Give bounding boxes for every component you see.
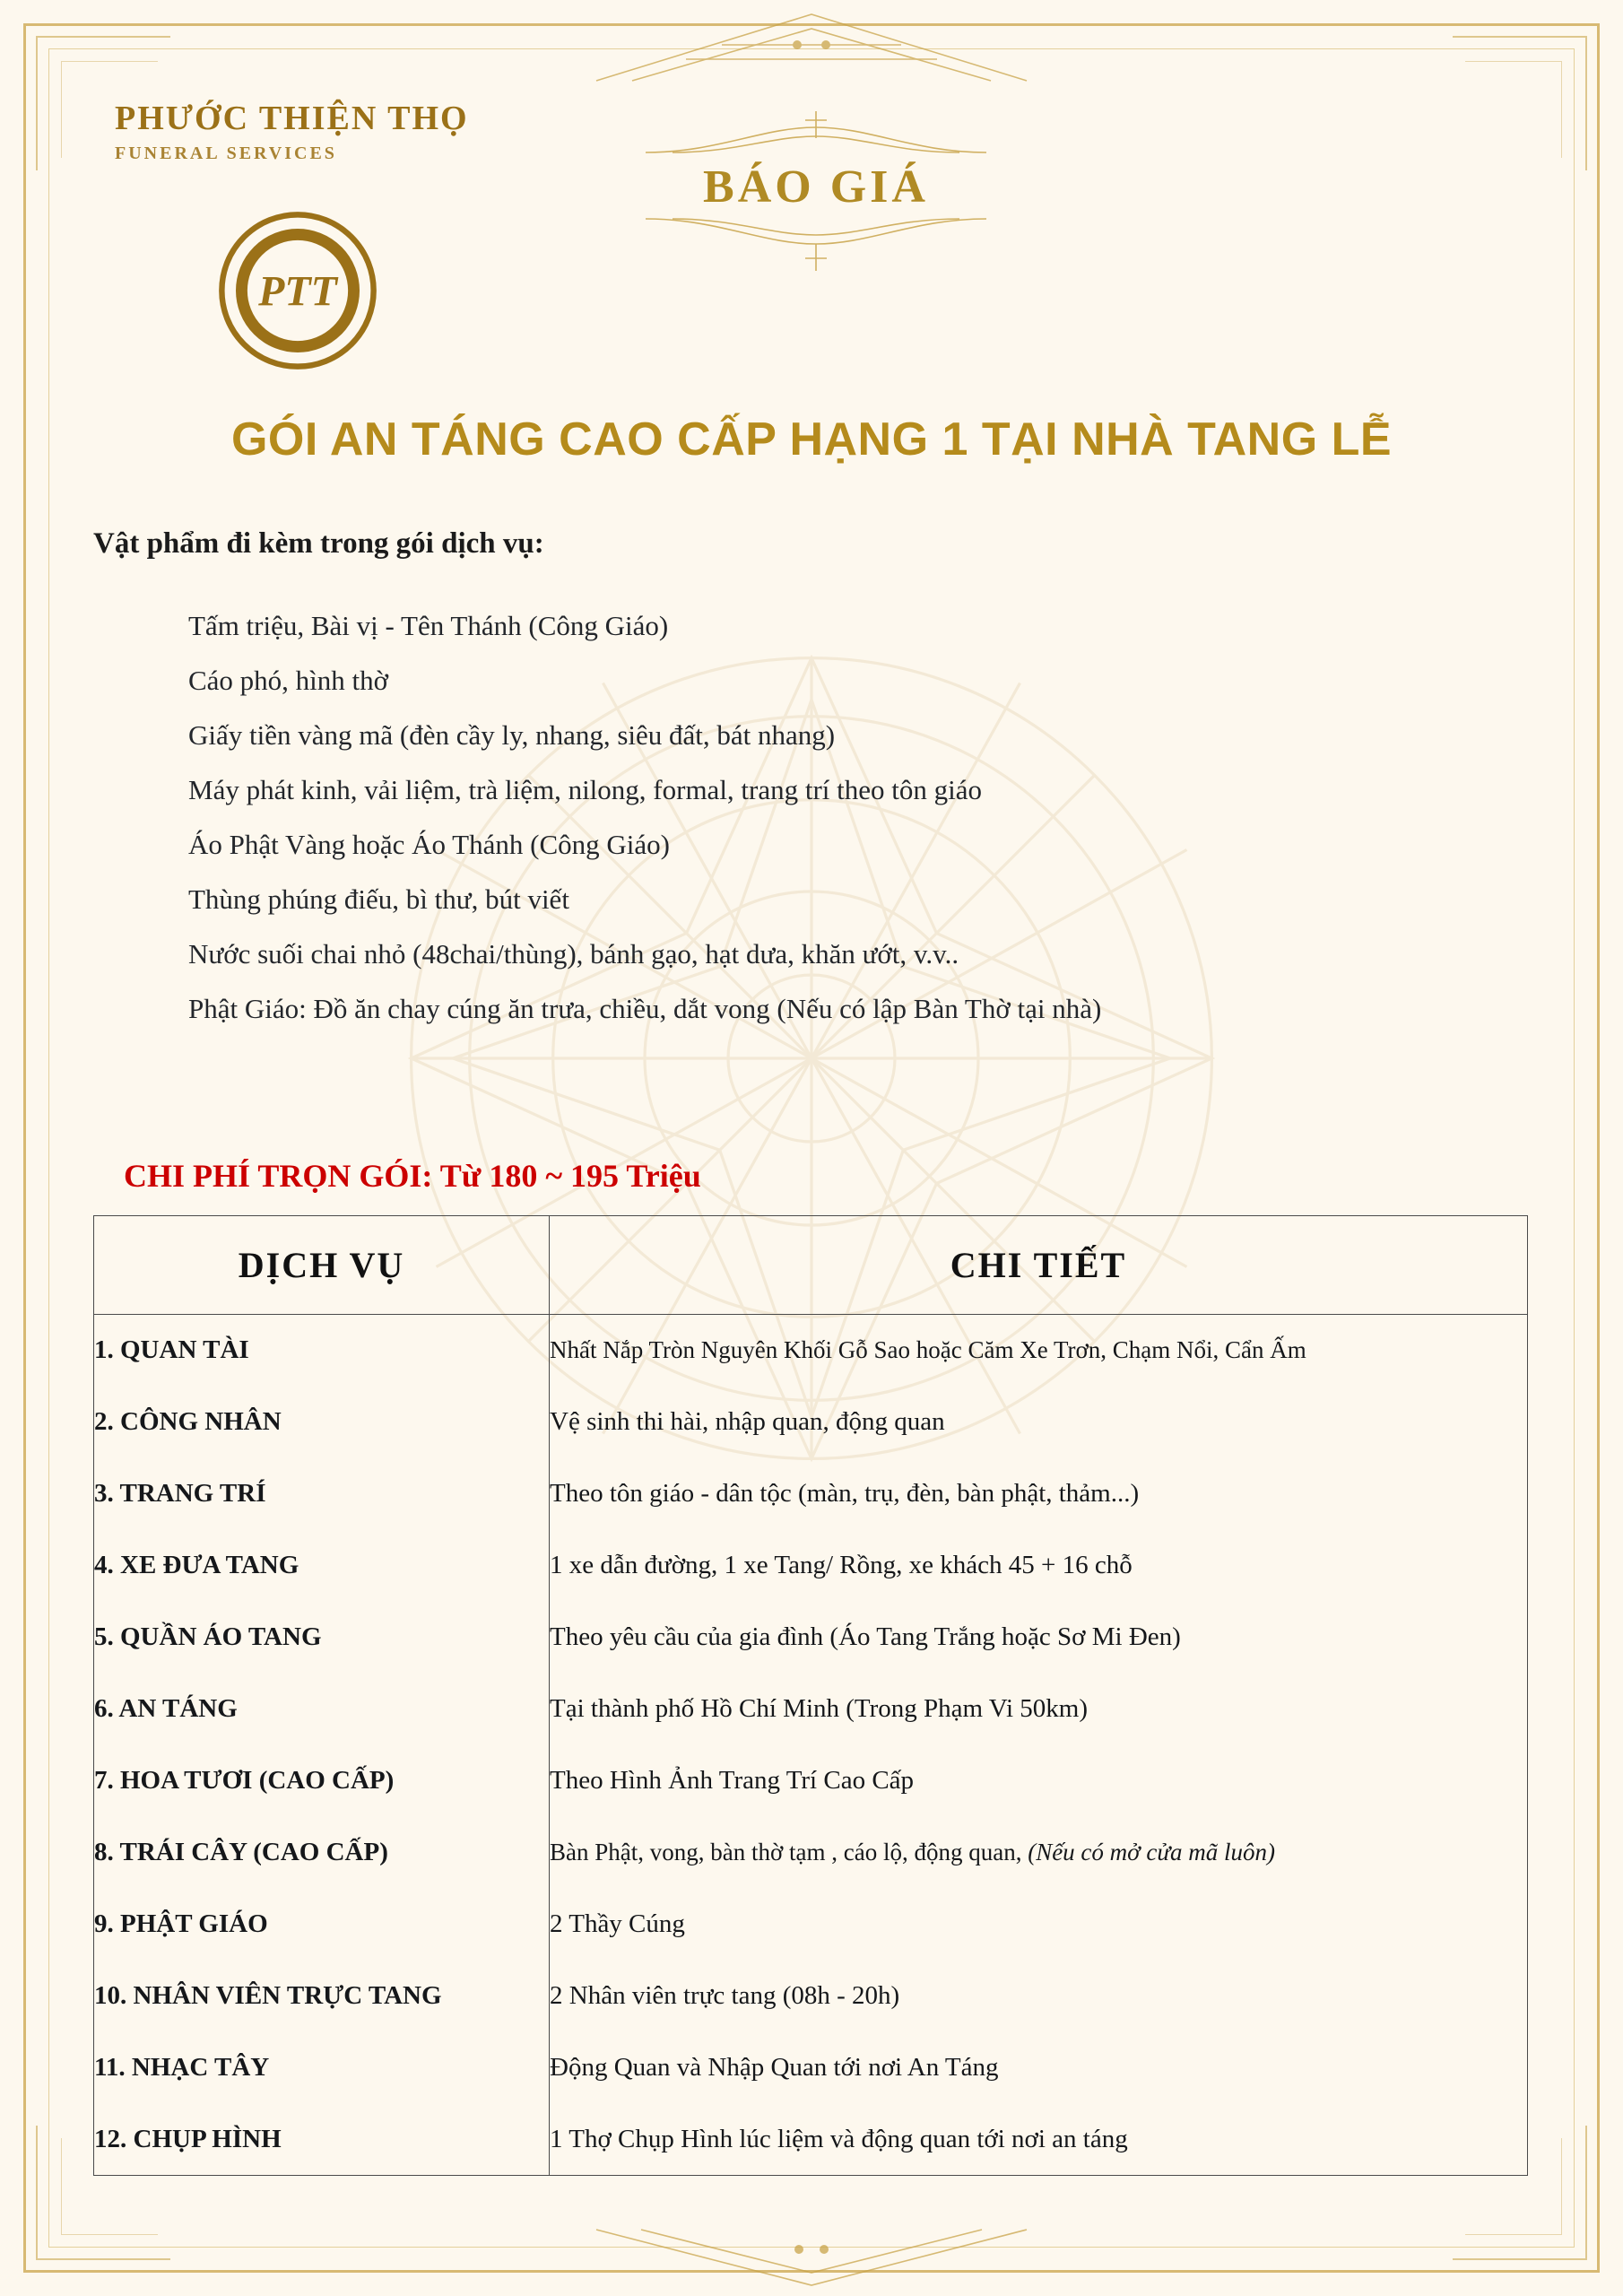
cell-service: 2. CÔNG NHÂN <box>94 1387 550 1458</box>
cell-detail: Động Quan và Nhập Quan tới nơi An Táng <box>550 2032 1528 2104</box>
cell-service: 6. AN TÁNG <box>94 1674 550 1745</box>
company-logo-icon <box>215 208 380 373</box>
quote-heading-block <box>592 108 1040 283</box>
cell-detail: Nhất Nắp Tròn Nguyên Khối Gỗ Sao hoặc Căm Xe Trơn, Chạm Nổi, Cẩn Ấm <box>550 1315 1528 1387</box>
cell-service: 1. QUAN TÀI <box>94 1315 550 1387</box>
brand-subtitle: FUNERAL SERVICES <box>115 144 337 163</box>
list-item: Cáo phó, hình thờ <box>188 665 389 696</box>
table-row <box>94 1602 1528 1674</box>
list-item: Tấm triệu, Bài vị - Tên Thánh (Công Giáo) <box>188 610 669 641</box>
top-ornament-icon <box>560 5 1063 86</box>
corner-accent-top-right <box>1465 61 1562 158</box>
cell-detail: 2 Thầy Cúng <box>550 1889 1528 1961</box>
cell-service: 3. TRANG TRÍ <box>94 1458 550 1530</box>
list-item: Thùng phúng điếu, bì thư, bút viết <box>188 883 569 915</box>
svg-text:PTT: PTT <box>258 267 337 316</box>
cell-service: 11. NHẠC TÂY <box>94 2032 550 2104</box>
table-row <box>94 1458 1528 1530</box>
cell-detail: Theo tôn giáo - dân tộc (màn, trụ, đèn, bàn phật, thảm...) <box>550 1458 1528 1530</box>
included-items-list <box>152 612 1551 1049</box>
cell-service: 5. QUẦN ÁO TANG <box>94 1602 550 1674</box>
table-row <box>94 1817 1528 1889</box>
table-row <box>94 2032 1528 2104</box>
table-row <box>94 2104 1528 2176</box>
total-price-line: CHI PHÍ TRỌN GÓI: Từ 180 ~ 195 Triệu <box>124 1158 701 1194</box>
services-table <box>93 1215 1528 2176</box>
table-row <box>94 1387 1528 1458</box>
flourish-top-icon <box>610 108 1022 156</box>
cell-detail-text: Bàn Phật, vong, bàn thờ tạm , cáo lộ, động quan, <box>550 1839 1028 1866</box>
bottom-ornament-icon <box>560 2228 1063 2291</box>
table-header-row <box>94 1216 1528 1315</box>
cell-detail-note: (Nếu có mở cửa mã luôn) <box>1028 1839 1276 1866</box>
column-header-service: DỊCH VỤ <box>94 1216 550 1315</box>
table-row <box>94 1530 1528 1602</box>
column-header-detail: CHI TIẾT <box>550 1216 1528 1315</box>
list-item: Áo Phật Vàng hoặc Áo Thánh (Công Giáo) <box>188 829 670 860</box>
list-item: Giấy tiền vàng mã (đèn cầy ly, nhang, siêu đất, bát nhang) <box>188 719 836 751</box>
cell-service: 4. XE ĐƯA TANG <box>94 1530 550 1602</box>
cell-detail: 1 Thợ Chụp Hình lúc liệm và động quan tới nơi an táng <box>550 2104 1528 2176</box>
table-row <box>94 1315 1528 1387</box>
list-item: Phật Giáo: Đồ ăn chay cúng ăn trưa, chiều, dắt vong (Nếu có lập Bàn Thờ tại nhà) <box>188 993 1102 1024</box>
cell-detail: Theo yêu cầu của gia đình (Áo Tang Trắng hoặc Sơ Mi Đen) <box>550 1602 1528 1674</box>
included-heading: Vật phẩm đi kèm trong gói dịch vụ: <box>93 527 544 560</box>
brand-block <box>115 99 469 164</box>
page-title: GÓI AN TÁNG CAO CẤP HẠNG 1 TẠI NHÀ TANG LỄ <box>230 413 1393 465</box>
quote-label: BÁO GIÁ <box>703 161 929 213</box>
cell-detail: Theo Hình Ảnh Trang Trí Cao Cấp <box>550 1745 1528 1817</box>
cell-service: 7. HOA TƯƠI (CAO CẤP) <box>94 1745 550 1817</box>
cell-service: 8. TRÁI CÂY (CAO CẤP) <box>94 1817 550 1889</box>
cell-detail: 2 Nhân viên trực tang (08h - 20h) <box>550 1961 1528 2032</box>
cell-detail <box>550 1817 1528 1889</box>
cell-service: 10. NHÂN VIÊN TRỰC TANG <box>94 1961 550 2032</box>
table-row <box>94 1745 1528 1817</box>
table-row <box>94 1674 1528 1745</box>
cell-detail: 1 xe dẫn đường, 1 xe Tang/ Rồng, xe khách 45 + 16 chỗ <box>550 1530 1528 1602</box>
cell-detail: Tại thành phố Hồ Chí Minh (Trong Phạm Vi 50km) <box>550 1674 1528 1745</box>
list-item: Nước suối chai nhỏ (48chai/thùng), bánh gạo, hạt dưa, khăn ướt, v.v.. <box>188 938 959 970</box>
brand-name: PHƯỚC THIỆN THỌ <box>115 100 469 137</box>
list-item: Máy phát kinh, vải liệm, trà liệm, nilong, formal, trang trí theo tôn giáo <box>188 774 983 805</box>
cell-detail: Vệ sinh thi hài, nhập quan, động quan <box>550 1387 1528 1458</box>
flourish-bottom-icon <box>610 213 1022 278</box>
cell-service: 12. CHỤP HÌNH <box>94 2104 550 2176</box>
table-row <box>94 1889 1528 1961</box>
table-row <box>94 1961 1528 2032</box>
cell-service: 9. PHẬT GIÁO <box>94 1889 550 1961</box>
